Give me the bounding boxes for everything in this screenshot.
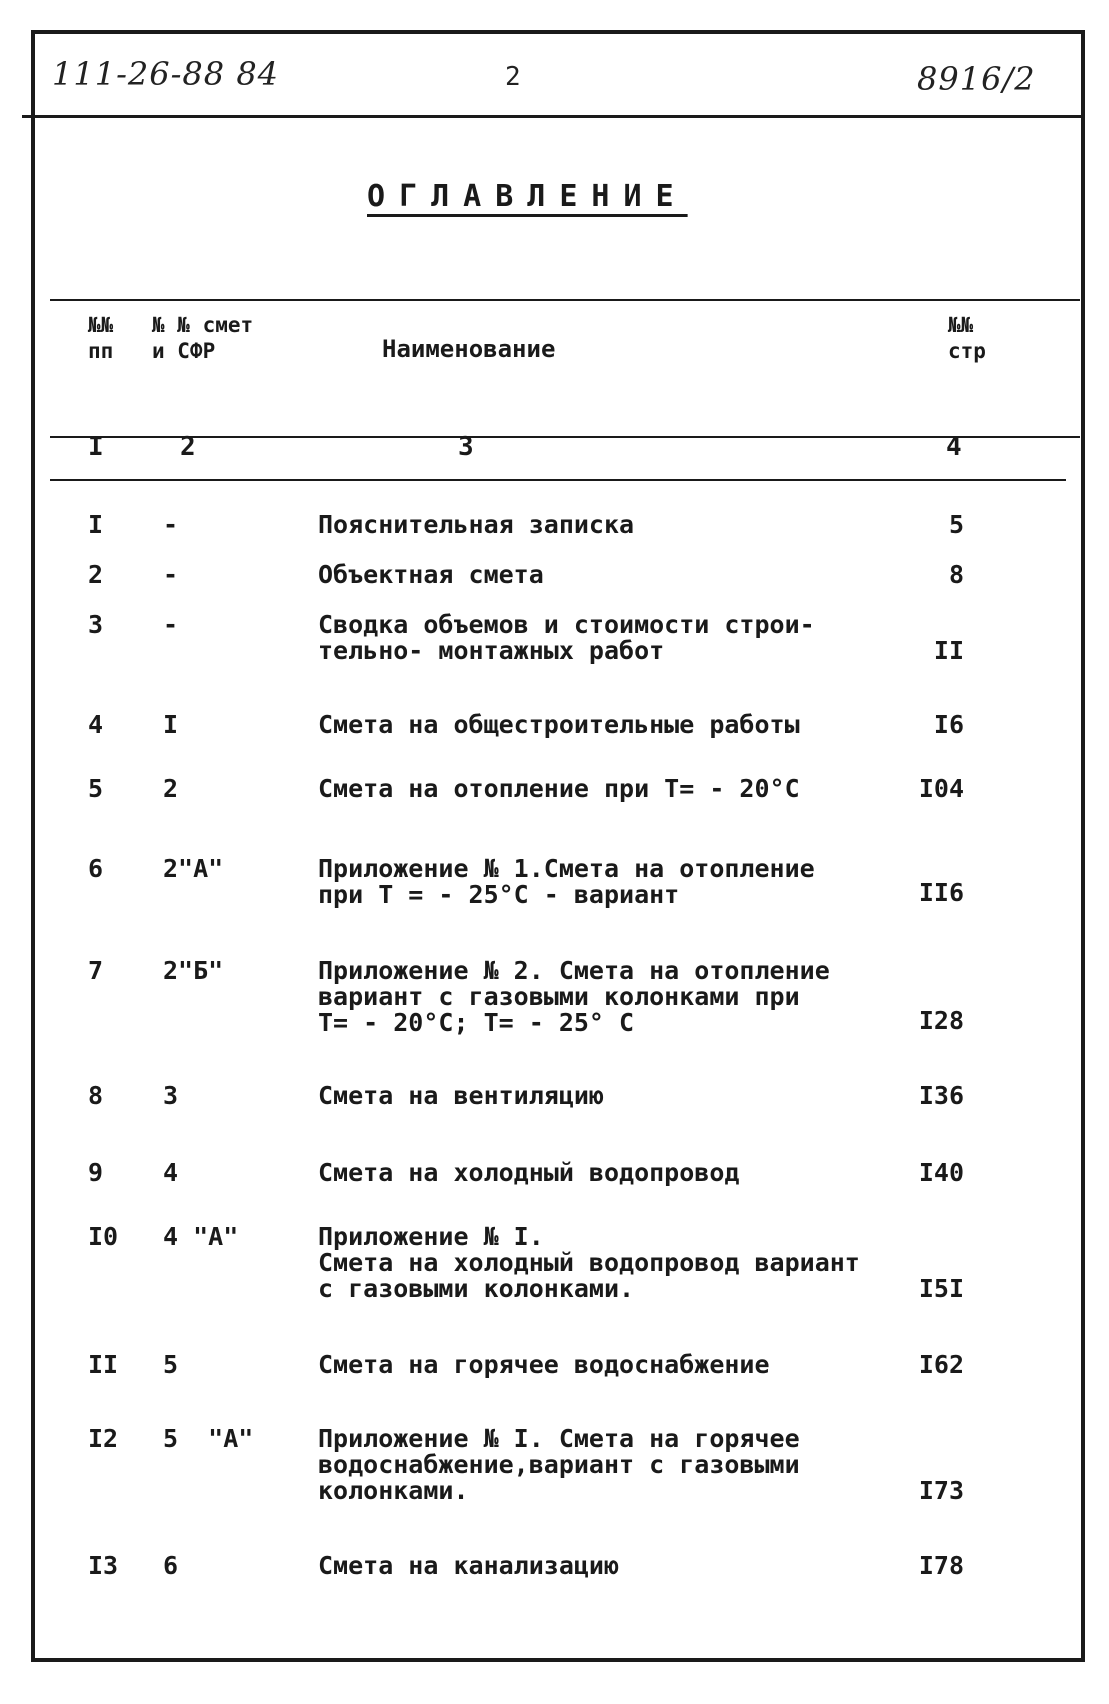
row-title: Смета на общестроительные работы bbox=[318, 710, 800, 739]
row-estimate: 6 bbox=[163, 1551, 179, 1580]
column-header-page: №№ стр bbox=[948, 313, 986, 363]
row-page: I04 bbox=[918, 774, 964, 803]
row-estimate: - bbox=[163, 610, 179, 639]
page-title: ОГЛАВЛЕНИЕ bbox=[367, 179, 688, 214]
row-title: Приложение № 1.Смета на отопление при Т = - 25°С - вариант bbox=[318, 854, 815, 909]
row-number: 2 bbox=[88, 560, 104, 589]
row-estimate: I bbox=[163, 710, 179, 739]
column-number-2: 2 bbox=[180, 432, 196, 462]
row-number: 6 bbox=[88, 854, 104, 883]
row-number: II bbox=[88, 1350, 119, 1379]
row-page: I78 bbox=[918, 1551, 964, 1580]
row-title: Приложение № I. Смета на горячее водоснабжение,вариант с газовыми колонками. bbox=[318, 1424, 800, 1505]
row-estimate: 2 bbox=[163, 774, 179, 803]
row-page: 8 bbox=[948, 560, 964, 589]
row-number: I2 bbox=[88, 1424, 119, 1453]
row-number: I0 bbox=[88, 1222, 119, 1251]
row-title: Приложение № I. Смета на холодный водопровод вариант с газовыми колонками. bbox=[318, 1222, 860, 1303]
row-title: Смета на отопление при Т= - 20°С bbox=[318, 774, 800, 803]
row-estimate: 2"Б" bbox=[163, 956, 224, 985]
row-title: Смета на холодный водопровод bbox=[318, 1158, 740, 1187]
column-header-num: №№ пп bbox=[88, 313, 114, 363]
sheet-code: 8916/2 bbox=[917, 60, 1036, 98]
row-title: Сводка объемов и стоимости строи- тельно- монтажных работ bbox=[318, 610, 815, 665]
row-title: Смета на горячее водоснабжение bbox=[318, 1350, 770, 1379]
row-number: 9 bbox=[88, 1158, 104, 1187]
document-code: 111-26-88 84 bbox=[52, 55, 280, 93]
row-estimate: - bbox=[163, 510, 179, 539]
column-number-3: 3 bbox=[458, 432, 474, 462]
row-number: I bbox=[88, 510, 104, 539]
column-header-smet: № № смет и СФР bbox=[152, 313, 254, 363]
column-number-1: I bbox=[88, 432, 104, 462]
row-estimate: - bbox=[163, 560, 179, 589]
row-title: Смета на вентиляцию bbox=[318, 1081, 604, 1110]
row-page: I28 bbox=[918, 1006, 964, 1035]
row-estimate: 5 "А" bbox=[163, 1424, 254, 1453]
row-title: Приложение № 2. Смета на отопление вариант с газовыми колонками при Т= - 20°С; Т= - 25° С bbox=[318, 956, 830, 1037]
row-number: I3 bbox=[88, 1551, 119, 1580]
column-number-4: 4 bbox=[946, 432, 962, 462]
row-title: Пояснительная записка bbox=[318, 510, 635, 539]
row-page: I40 bbox=[918, 1158, 964, 1187]
row-page: I5I bbox=[918, 1274, 964, 1303]
column-header-name: Наименование bbox=[382, 335, 556, 363]
row-number: 3 bbox=[88, 610, 104, 639]
row-estimate: 5 bbox=[163, 1350, 179, 1379]
row-number: 8 bbox=[88, 1081, 104, 1110]
row-page: I62 bbox=[918, 1350, 964, 1379]
row-page: II6 bbox=[918, 878, 964, 907]
row-estimate: 2"А" bbox=[163, 854, 224, 883]
row-number: 7 bbox=[88, 956, 104, 985]
row-page: 5 bbox=[948, 510, 964, 539]
row-estimate: 4 bbox=[163, 1158, 179, 1187]
row-number: 5 bbox=[88, 774, 104, 803]
row-page: I6 bbox=[933, 710, 964, 739]
row-page: II bbox=[933, 636, 964, 665]
row-page: I36 bbox=[918, 1081, 964, 1110]
row-title: Смета на канализацию bbox=[318, 1551, 620, 1580]
row-number: 4 bbox=[88, 710, 104, 739]
row-page: I73 bbox=[918, 1476, 964, 1505]
row-estimate: 3 bbox=[163, 1081, 179, 1110]
row-title: Объектная смета bbox=[318, 560, 544, 589]
page-number: 2 bbox=[505, 62, 522, 92]
row-estimate: 4 "А" bbox=[163, 1222, 239, 1251]
